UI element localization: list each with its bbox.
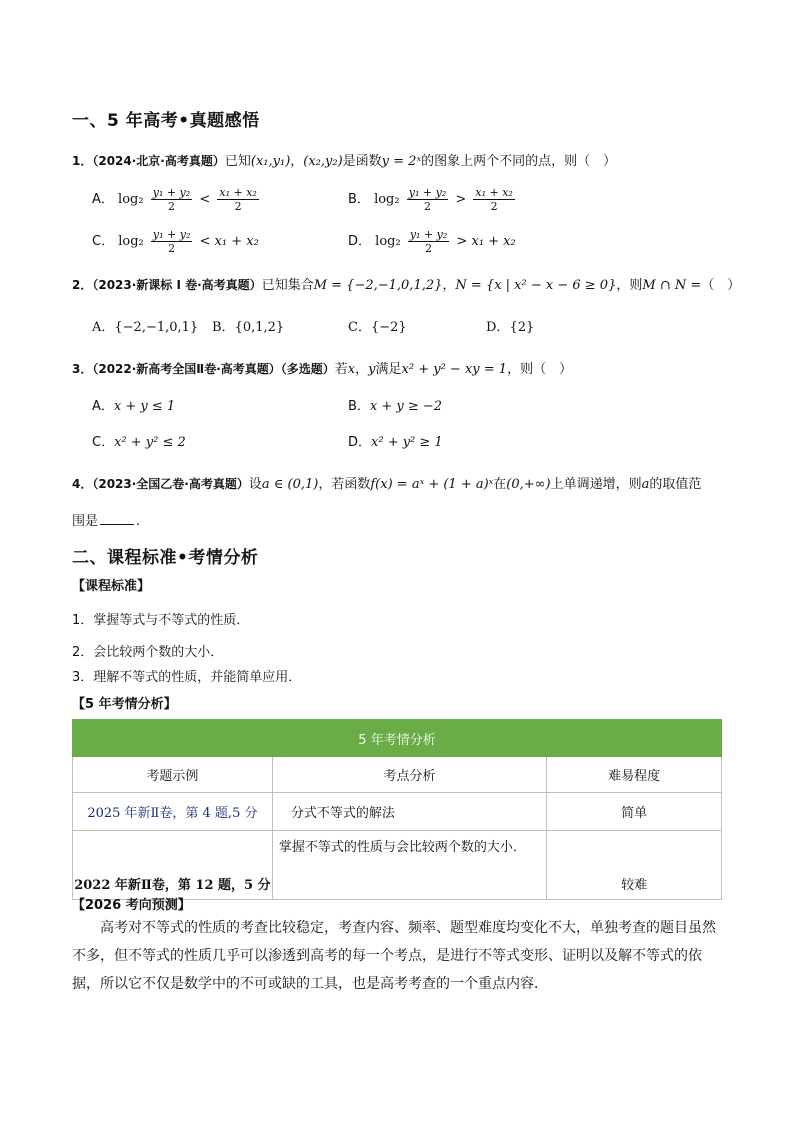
option-c (92, 431, 186, 450)
denominator: 2 (167, 200, 175, 213)
question-2 (72, 274, 740, 293)
numerator: y₁ + y₂ (152, 186, 191, 199)
math-expression: x₁ + x₂ (214, 234, 259, 249)
option-d (486, 316, 534, 335)
option-value: x + y ≥ −2 (369, 399, 443, 414)
relation: < (199, 192, 211, 207)
option-label: C． (348, 320, 371, 335)
question-text: 若 (334, 362, 348, 377)
option-label: D． (348, 234, 372, 249)
question-source: 4．（2023·全国乙卷·高考真题） (72, 477, 249, 491)
table-cell: 掌握不等式的性质与会比较两个数的大小． (272, 831, 546, 900)
option-label: A． (92, 320, 115, 335)
forecast-title: 【2026 考向预测】 (72, 898, 191, 913)
denominator: 2 (234, 200, 242, 213)
table-cell: 分式不等式的解法 (272, 793, 546, 831)
math-log: log₂ (374, 192, 400, 207)
option-d (348, 228, 516, 255)
numerator: y₁ + y₂ (409, 228, 448, 241)
table-cell: 较难 (547, 831, 722, 900)
column-header: 考点分析 (272, 757, 546, 793)
table-row (73, 793, 722, 831)
forecast-paragraph: 高考对不等式的性质的考查比较稳定，考查内容、频率、题型难度均变化不大，单独考查的题目虽然不多，但不等式的性质几乎可以渗透到高考的每一个考点，是进行不等式变形、证明以及解不等式的依据，所以它不仅是数学中的不可或缺的工具，也是高考考查的一个重点内容． (72, 920, 716, 992)
math-log: log₂ (118, 192, 144, 207)
question-text: ， (290, 154, 304, 169)
option-label: A． (92, 192, 114, 207)
math-expression: x² + y² − xy = 1 (401, 362, 508, 377)
denominator: 2 (423, 200, 431, 213)
option-a (92, 186, 262, 213)
standards-title: 【课程标准】 (72, 579, 151, 594)
question-4-continuation (72, 510, 140, 529)
option-label: C． (92, 234, 115, 249)
math-expression: x₁ + x₂ (471, 234, 516, 249)
question-3 (72, 358, 572, 377)
relation: > (456, 234, 468, 249)
option-label: B． (212, 320, 235, 335)
question-4 (72, 473, 701, 492)
fraction (473, 186, 514, 213)
option-value: {−2} (370, 320, 407, 335)
question-text: 围是 (72, 514, 99, 529)
numerator: x₁ + x₂ (219, 186, 257, 199)
math-variable: x (347, 362, 356, 377)
table-caption: 5 年考情分析 (73, 720, 722, 757)
question-text: ，则（ ） (507, 362, 573, 377)
numerator: x₁ + x₂ (475, 186, 513, 199)
question-text: ，则 (616, 278, 643, 293)
option-c (348, 316, 407, 335)
question-text: 设 (248, 477, 262, 492)
question-text: 满足 (375, 362, 402, 377)
question-text: （ ） (701, 278, 741, 293)
math-expression: M ∩ N = (642, 278, 702, 293)
table-cell: 2025 年新Ⅱ卷，第 4 题,5 分 (73, 793, 273, 831)
option-value: x + y ≤ 1 (113, 399, 176, 414)
section-title: 一、5 年高考•真题感悟 (72, 111, 260, 131)
option-value: {0,1,2} (234, 320, 285, 335)
option-d (348, 431, 443, 450)
question-text: ， (442, 278, 456, 293)
option-b (348, 186, 518, 213)
question-text: 上单调递增，则 (550, 477, 642, 492)
option-a (92, 395, 175, 414)
question-text: 的图象上两个不同的点，则（ ） (421, 154, 617, 169)
fraction (408, 228, 449, 255)
math-variable: y (368, 362, 376, 377)
option-label: B． (348, 399, 370, 414)
question-source: 3．（2022·新高考全国Ⅱ卷·高考真题）（多选题） (72, 362, 335, 376)
fraction (151, 186, 192, 213)
table-cell: 简单 (547, 793, 722, 831)
relation: < (199, 234, 211, 249)
option-b (348, 395, 442, 414)
option-label: D． (486, 320, 510, 335)
math-expression: a ∈ (0,1) (261, 477, 319, 492)
analysis-title: 【5 年考情分析】 (72, 697, 177, 712)
section-title: 二、课程标准•考情分析 (72, 548, 259, 568)
question-text: . (136, 514, 141, 529)
question-text: ，若函数 (318, 477, 371, 492)
denominator: 2 (425, 242, 433, 255)
option-label: B． (348, 192, 370, 207)
option-value: x² + y² ≤ 2 (114, 435, 186, 450)
table-row (73, 831, 722, 900)
denominator: 2 (490, 200, 498, 213)
math-expression: (0,+∞) (506, 477, 551, 492)
option-value: {2} (509, 320, 535, 335)
question-1 (72, 150, 616, 169)
answer-blank (100, 524, 134, 525)
standard-item: 3．理解不等式的性质，并能简单应用． (72, 670, 302, 685)
math-expression: f(x) = aˣ + (1 + a)ˣ (370, 477, 494, 492)
standard-item: 1．掌握等式与不等式的性质． (72, 613, 250, 628)
question-text: 已知集合 (261, 278, 314, 293)
standard-item: 2．会比较两个数的大小． (72, 645, 224, 660)
math-log: log₂ (375, 234, 401, 249)
question-text: 是函数 (342, 154, 382, 169)
numerator: y₁ + y₂ (408, 186, 447, 199)
relation: > (455, 192, 467, 207)
option-c (92, 228, 259, 255)
math-expression: y = 2ˣ (381, 154, 422, 169)
analysis-table (72, 719, 722, 900)
math-expression: (x₁,y₁) (250, 154, 291, 169)
fraction (407, 186, 448, 213)
question-source: 2．（2023·新课标 Ⅰ 卷·高考真题） (72, 278, 262, 292)
numerator: y₁ + y₂ (152, 228, 191, 241)
option-a (92, 316, 198, 335)
option-label: D． (348, 435, 372, 450)
option-value: x² + y² ≥ 1 (371, 435, 443, 450)
option-label: A． (92, 399, 114, 414)
math-expression: N = {x | x² − x − 6 ≥ 0} (455, 278, 617, 293)
question-text: 已知 (224, 154, 251, 169)
question-text: ， (355, 362, 369, 377)
table-cell: 2022 年新Ⅱ卷，第 12 题，5 分 (73, 831, 273, 900)
option-label: C． (92, 435, 115, 450)
option-value: {−2,−1,0,1} (114, 320, 199, 335)
fraction (151, 228, 192, 255)
fraction (217, 186, 258, 213)
math-variable: a (641, 477, 650, 492)
option-b (212, 316, 284, 335)
math-log: log₂ (118, 234, 144, 249)
column-header: 难易程度 (547, 757, 722, 793)
math-expression: (x₂,y₂) (303, 154, 343, 169)
math-expression: M = {−2,−1,0,1,2} (313, 278, 443, 293)
question-text: 在 (493, 477, 507, 492)
column-header: 考题示例 (73, 757, 273, 793)
question-source: 1．（2024·北京·高考真题） (72, 154, 225, 168)
denominator: 2 (168, 242, 176, 255)
question-text: 的取值范 (649, 477, 702, 492)
